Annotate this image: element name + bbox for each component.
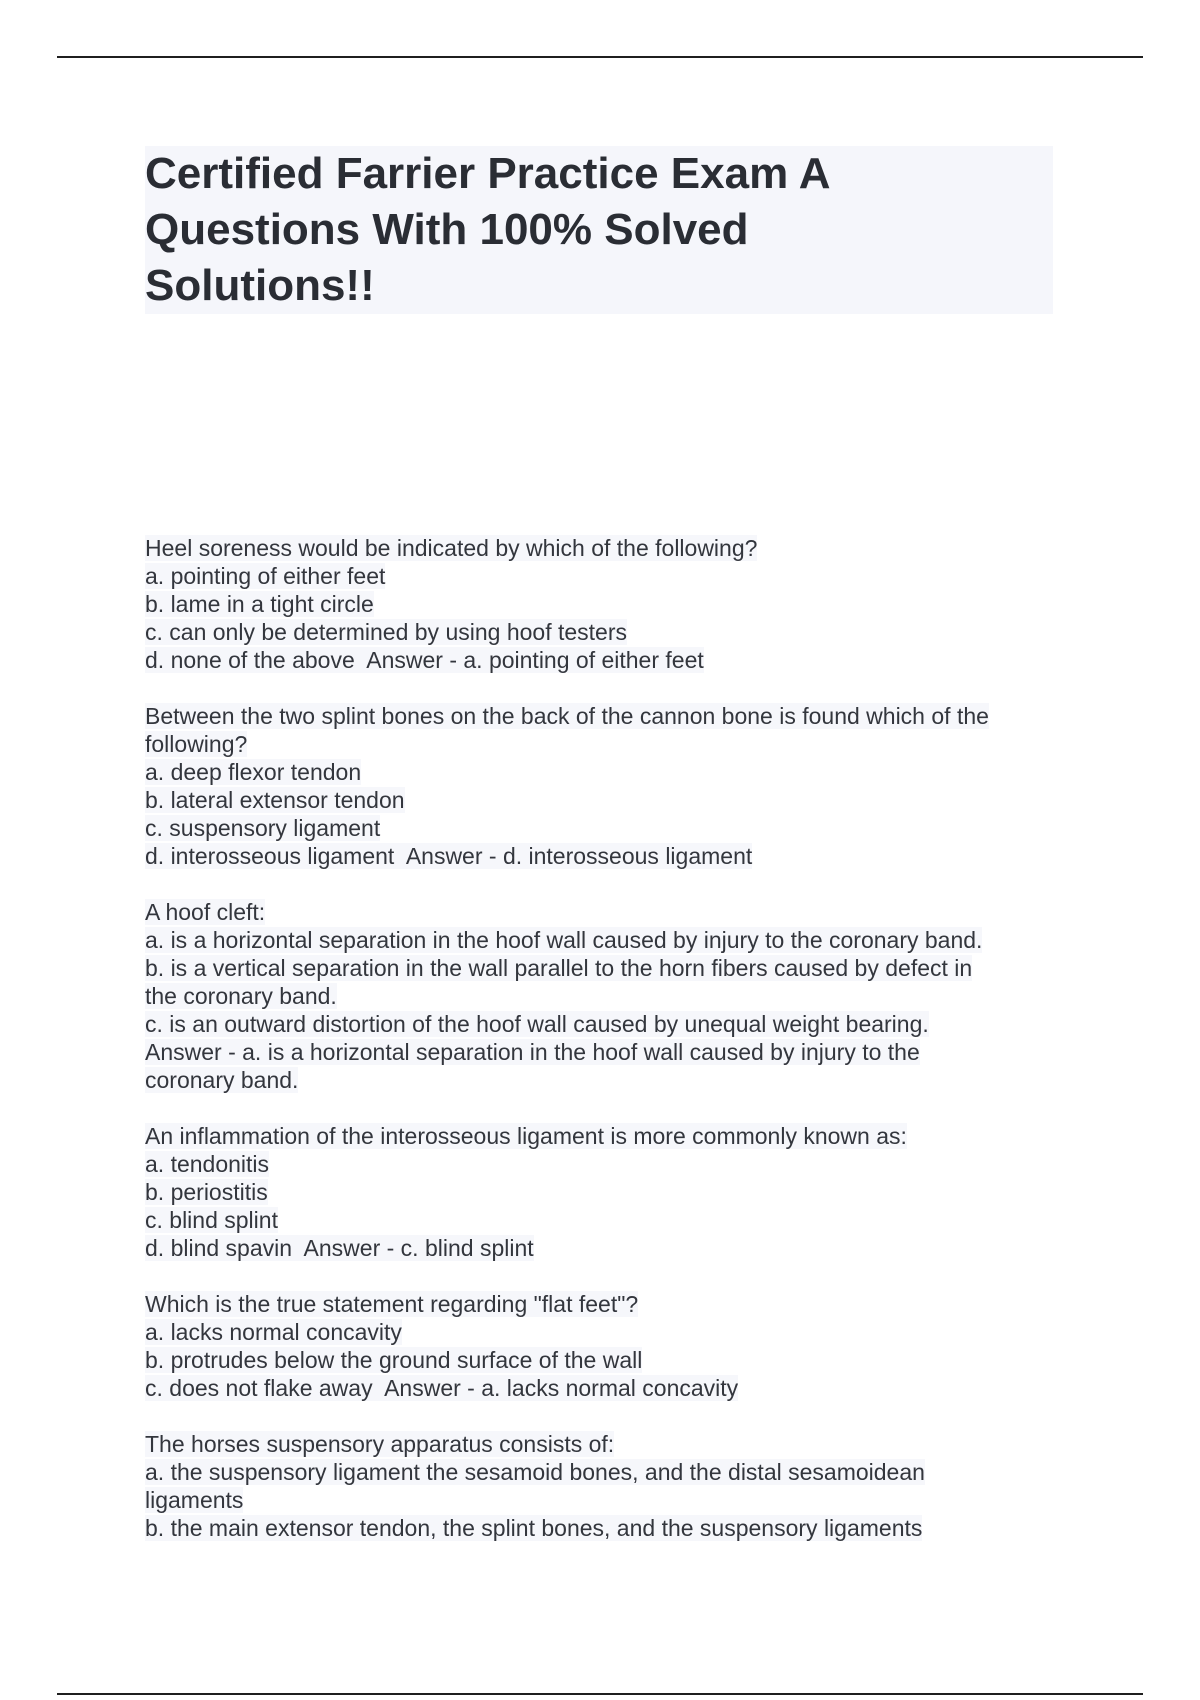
question-item (145, 1430, 1050, 1542)
bottom-rule (57, 1693, 1143, 1695)
document-title (145, 146, 1053, 314)
question-text: The horses suspensory apparatus consists of: (145, 1431, 615, 1457)
option-text: a. pointing of either feet (145, 563, 386, 589)
option-text: b. the main extensor tendon, the splint bones, and the suspensory ligaments (145, 1515, 923, 1541)
title-line: Questions With 100% Solved (145, 205, 749, 254)
option-text: b. protrudes below the ground surface of the wall (145, 1347, 643, 1373)
question-text: Heel soreness would be indicated by which of the following? (145, 535, 758, 561)
question-text: following? (145, 731, 248, 757)
question-text: A hoof cleft: (145, 899, 266, 925)
question-item (145, 1290, 1050, 1402)
option-text: a. is a horizontal separation in the hoof wall caused by injury to the coronary band. (145, 927, 983, 953)
option-answer-text: d. none of the above Answer - a. pointing of either feet (145, 647, 704, 673)
option-text: c. suspensory ligament (145, 815, 381, 841)
option-text: a. tendonitis (145, 1151, 270, 1177)
option-answer-text: c. does not flake away Answer - a. lacks normal concavity (145, 1375, 739, 1401)
option-text: ligaments (145, 1487, 244, 1513)
option-answer-text: d. blind spavin Answer - c. blind splint (145, 1235, 534, 1261)
answer-text: coronary band. (145, 1067, 299, 1093)
question-text: An inflammation of the interosseous ligament is more commonly known as: (145, 1123, 907, 1149)
option-text: a. lacks normal concavity (145, 1319, 402, 1345)
answer-text: Answer - a. is a horizontal separation in the hoof wall caused by injury to the (145, 1039, 920, 1065)
question-list (145, 534, 1050, 1570)
option-text: c. blind splint (145, 1207, 278, 1233)
option-text: c. is an outward distortion of the hoof wall caused by unequal weight bearing. (145, 1011, 929, 1037)
title-block (145, 146, 1053, 314)
option-text: b. lateral extensor tendon (145, 787, 405, 813)
option-text: b. lame in a tight circle (145, 591, 374, 617)
option-text: b. periostitis (145, 1179, 268, 1205)
question-item (145, 898, 1050, 1094)
option-text: the coronary band. (145, 983, 337, 1009)
question-text: Which is the true statement regarding "flat feet"? (145, 1291, 639, 1317)
option-text: a. the suspensory ligament the sesamoid bones, and the distal sesamoidean (145, 1459, 925, 1485)
top-rule (57, 56, 1143, 58)
title-line: Solutions!! (145, 261, 375, 310)
question-text: Between the two splint bones on the back of the cannon bone is found which of the (145, 703, 989, 729)
question-item (145, 702, 1050, 870)
question-item (145, 534, 1050, 674)
option-text: a. deep flexor tendon (145, 759, 362, 785)
option-answer-text: d. interosseous ligament Answer - d. interosseous ligament (145, 843, 753, 869)
option-text: b. is a vertical separation in the wall parallel to the horn fibers caused by defect in (145, 955, 973, 981)
question-item (145, 1122, 1050, 1262)
option-text: c. can only be determined by using hoof testers (145, 619, 628, 645)
title-line: Certified Farrier Practice Exam A (145, 149, 831, 198)
